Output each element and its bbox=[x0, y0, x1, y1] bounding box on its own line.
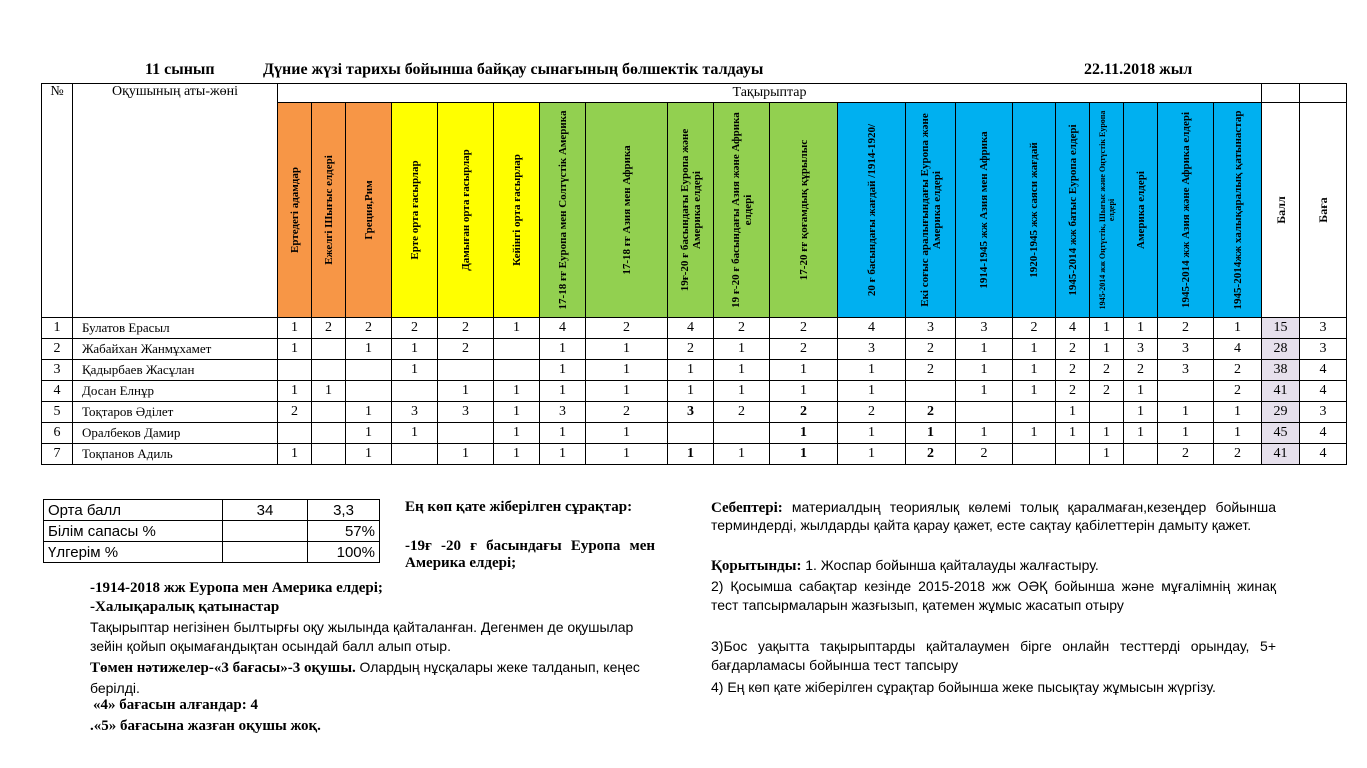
score-cell: 1 bbox=[770, 444, 838, 465]
score-cell: 1 bbox=[346, 423, 392, 444]
topic-header bbox=[438, 103, 494, 318]
topic-header bbox=[1013, 103, 1056, 318]
student-name: Оралбеков Дамир bbox=[73, 423, 278, 444]
score-cell: 3 bbox=[540, 402, 586, 423]
score-cell: 1 bbox=[1090, 339, 1124, 360]
total-score: 15 bbox=[1262, 318, 1300, 339]
score-cell: 1 bbox=[838, 381, 906, 402]
score-cell: 1 bbox=[956, 381, 1013, 402]
score-cell: 3 bbox=[1124, 339, 1158, 360]
table-row bbox=[42, 444, 1347, 465]
grade-header bbox=[1300, 103, 1347, 318]
stats-row bbox=[44, 542, 380, 563]
score-cell: 2 bbox=[770, 318, 838, 339]
blank-header-cell bbox=[1300, 84, 1347, 103]
score-cell: 1 bbox=[346, 444, 392, 465]
score-cell: 1 bbox=[586, 423, 668, 444]
score-cell: 1 bbox=[1090, 444, 1124, 465]
table-row bbox=[42, 423, 1347, 444]
topic-label: Ежелгі Шығыс елдері bbox=[322, 155, 335, 265]
mistake-item-1: -19ғ -20 ғ басындағы Еуропа мен Америка елдері; bbox=[405, 538, 655, 571]
score-cell: 1 bbox=[1013, 360, 1056, 381]
score-cell: 1 bbox=[714, 360, 770, 381]
score-cell: 4 bbox=[1056, 318, 1090, 339]
score-cell: 2 bbox=[1158, 444, 1214, 465]
score-cell: 2 bbox=[906, 444, 956, 465]
table-row bbox=[42, 318, 1347, 339]
score-cell: 1 bbox=[392, 360, 438, 381]
score-cell: 1 bbox=[1124, 402, 1158, 423]
score-cell: 4 bbox=[1214, 339, 1262, 360]
score-cell bbox=[714, 423, 770, 444]
row-number: 5 bbox=[42, 402, 73, 423]
score-cell: 3 bbox=[668, 402, 714, 423]
score-cell: 1 bbox=[346, 339, 392, 360]
score-cell: 1 bbox=[494, 318, 540, 339]
grade-cell: 3 bbox=[1300, 318, 1347, 339]
score-cell: 2 bbox=[1013, 318, 1056, 339]
score-cell: 2 bbox=[1214, 381, 1262, 402]
student-name: Қадырбаев Жасұлан bbox=[73, 360, 278, 381]
topic-header bbox=[1214, 103, 1262, 318]
stats-value: 3,3 bbox=[308, 500, 380, 521]
score-cell: 3 bbox=[906, 318, 956, 339]
score-cell bbox=[312, 444, 346, 465]
score-cell: 2 bbox=[714, 318, 770, 339]
column-name-header: Оқушының аты-жөні bbox=[73, 84, 278, 318]
score-cell: 2 bbox=[714, 402, 770, 423]
commentary-paragraph: Тақырыптар негізінен былтырғы оқу жылында қайталанған. Дегенмен де оқушылар зейін қойып оқымағандықтан осындай балл алып отыр. bbox=[90, 619, 634, 654]
reasons-label: Себептері: bbox=[711, 500, 783, 516]
score-cell: 4 bbox=[668, 318, 714, 339]
score-cell: 3 bbox=[1158, 360, 1214, 381]
score-cell: 2 bbox=[1214, 444, 1262, 465]
reasons-paragraph bbox=[711, 499, 1276, 535]
student-name: Тоқтаров Әділет bbox=[73, 402, 278, 423]
score-cell: 1 bbox=[278, 444, 312, 465]
column-number-header: № bbox=[42, 84, 73, 318]
score-cell: 4 bbox=[540, 318, 586, 339]
conclusion-line bbox=[711, 557, 1276, 575]
score-cell: 1 bbox=[586, 339, 668, 360]
row-number: 3 bbox=[42, 360, 73, 381]
table-row bbox=[42, 381, 1347, 402]
score-cell: 1 bbox=[494, 444, 540, 465]
score-cell: 1 bbox=[494, 423, 540, 444]
score-cell: 1 bbox=[1124, 318, 1158, 339]
score-cell bbox=[494, 339, 540, 360]
topic-header bbox=[494, 103, 540, 318]
topic-label: Ертедегі адамдар bbox=[288, 167, 301, 253]
score-cell bbox=[1158, 381, 1214, 402]
score-cell: 1 bbox=[668, 444, 714, 465]
score-cell: 2 bbox=[438, 318, 494, 339]
score-cell: 1 bbox=[1090, 423, 1124, 444]
row-number: 6 bbox=[42, 423, 73, 444]
stats-value: 34 bbox=[223, 500, 308, 521]
score-cell: 2 bbox=[1056, 360, 1090, 381]
topic-label: 19 ғ-20 ғ басындағы Азия және Африка елдері bbox=[729, 112, 754, 308]
topic-label: 1945-2014 жж Азия және Африка елдері bbox=[1179, 111, 1192, 309]
score-cell bbox=[312, 339, 346, 360]
stats-row bbox=[44, 500, 380, 521]
student-name: Булатов Ерасыл bbox=[73, 318, 278, 339]
score-cell: 2 bbox=[906, 360, 956, 381]
row-number: 1 bbox=[42, 318, 73, 339]
topic-header bbox=[714, 103, 770, 318]
total-score: 41 bbox=[1262, 444, 1300, 465]
mistake-item-2: -1914-2018 жж Еуропа мен Америка елдері; bbox=[90, 580, 383, 596]
score-cell bbox=[278, 360, 312, 381]
stats-value bbox=[223, 542, 308, 563]
score-cell bbox=[346, 381, 392, 402]
score-cell: 1 bbox=[714, 339, 770, 360]
topic-header bbox=[586, 103, 668, 318]
score-cell: 2 bbox=[438, 339, 494, 360]
score-cell: 1 bbox=[1090, 318, 1124, 339]
score-cell: 2 bbox=[278, 402, 312, 423]
score-cell bbox=[906, 381, 956, 402]
score-header bbox=[1262, 103, 1300, 318]
reasons-text: материалдың теориялық көлемі толық қаралмаған,кезеңдер бойынша терминдерді, жылдарды қайта қарау қажет, есте сақтау қабілеттерін дамыту қажет. bbox=[711, 499, 1276, 533]
topic-label: 1945-2014жж халықаралық қатынастар bbox=[1231, 110, 1244, 310]
score-cell bbox=[438, 360, 494, 381]
low-results-text: Олардың нұсқалары жеке талданып, кеңес берілді. bbox=[90, 659, 640, 696]
student-name: Тоқпанов Адиль bbox=[73, 444, 278, 465]
score-cell bbox=[1056, 444, 1090, 465]
score-cell: 1 bbox=[1056, 423, 1090, 444]
score-cell: 1 bbox=[838, 360, 906, 381]
blank-header-cell bbox=[1262, 84, 1300, 103]
score-cell: 4 bbox=[838, 318, 906, 339]
score-cell: 1 bbox=[1214, 423, 1262, 444]
score-cell: 1 bbox=[956, 360, 1013, 381]
score-cell: 1 bbox=[714, 444, 770, 465]
score-cell: 1 bbox=[392, 339, 438, 360]
score-cell: 1 bbox=[1013, 423, 1056, 444]
score-cell: 1 bbox=[494, 402, 540, 423]
score-cell: 2 bbox=[1214, 360, 1262, 381]
conclusion-item-1: 1. Жоспар бойынша қайталауды жалғастыру. bbox=[805, 557, 1099, 573]
grade-cell: 4 bbox=[1300, 360, 1347, 381]
score-cell bbox=[392, 444, 438, 465]
score-cell: 1 bbox=[668, 381, 714, 402]
topic-header bbox=[1158, 103, 1214, 318]
topic-label: 17-18 ғғ Еуропа мен Солтүстік Америка bbox=[556, 110, 569, 310]
conclusion-item-2: 2) Қосымша сабақтар кезінде 2015-2018 жж ОӘҚ бойынша және мұғалімнің жинақ тест тапсырмаларын жазғызып, қатемен жұмыс жасатып отыру bbox=[711, 578, 1276, 613]
stats-value bbox=[223, 521, 308, 542]
row-number: 2 bbox=[42, 339, 73, 360]
document-title: Дүние жүзі тарихы бойынша байқау сынағының бөлшектік талдауы bbox=[263, 61, 764, 78]
grade-cell: 3 bbox=[1300, 339, 1347, 360]
score-cell: 1 bbox=[1214, 318, 1262, 339]
stats-value: 57% bbox=[308, 521, 380, 542]
score-cell: 1 bbox=[956, 423, 1013, 444]
grade-five-line: .«5» бағасына жазған оқушы жоқ. bbox=[90, 718, 321, 734]
class-label: 11 сынып bbox=[145, 61, 215, 78]
topic-label: Ерте орта ғасырлар bbox=[408, 160, 421, 260]
topic-header bbox=[1090, 103, 1124, 318]
topic-header bbox=[278, 103, 312, 318]
topic-header bbox=[1056, 103, 1090, 318]
score-cell: 2 bbox=[1090, 360, 1124, 381]
score-cell: 1 bbox=[1158, 402, 1214, 423]
stats-row bbox=[44, 521, 380, 542]
student-name: Жабайхан Жанмұхамет bbox=[73, 339, 278, 360]
conclusion-item-3: 3)Бос уақытта тақырыптарды қайталаумен бірге онлайн тесттерді орындау, 5+ бағдарламасы бойынша тест тапсыру bbox=[711, 638, 1276, 673]
score-cell: 2 bbox=[668, 339, 714, 360]
student-name: Досан Елнұр bbox=[73, 381, 278, 402]
topic-header bbox=[668, 103, 714, 318]
total-score: 41 bbox=[1262, 381, 1300, 402]
analysis-table bbox=[41, 83, 1347, 465]
total-score: 29 bbox=[1262, 402, 1300, 423]
score-cell: 2 bbox=[906, 339, 956, 360]
score-cell: 2 bbox=[838, 402, 906, 423]
topic-header bbox=[956, 103, 1013, 318]
score-cell: 2 bbox=[1158, 318, 1214, 339]
topic-label: Америка елдері bbox=[1134, 171, 1147, 249]
score-cell: 1 bbox=[1013, 381, 1056, 402]
score-cell: 2 bbox=[1056, 339, 1090, 360]
score-cell: 1 bbox=[838, 444, 906, 465]
score-cell: 2 bbox=[1090, 381, 1124, 402]
score-cell: 1 bbox=[586, 381, 668, 402]
topic-label: 19ғ-20 ғ басындағы Еуропа және Америка елдері bbox=[678, 128, 703, 292]
score-cell: 3 bbox=[1158, 339, 1214, 360]
table-row bbox=[42, 339, 1347, 360]
header-label: Баға bbox=[1316, 197, 1330, 223]
score-cell: 2 bbox=[1124, 360, 1158, 381]
score-cell: 1 bbox=[770, 423, 838, 444]
score-cell: 2 bbox=[956, 444, 1013, 465]
stats-label: Білім сапасы % bbox=[44, 521, 223, 542]
score-cell: 1 bbox=[668, 360, 714, 381]
topic-header bbox=[906, 103, 956, 318]
score-cell: 1 bbox=[1056, 402, 1090, 423]
score-cell: 1 bbox=[278, 339, 312, 360]
score-cell bbox=[312, 402, 346, 423]
topic-label: 1945-2014 жж Оңтүстік, Шығыс және Оңтүстік Еуропа елдері bbox=[1097, 110, 1116, 310]
score-cell: 1 bbox=[540, 360, 586, 381]
grade-cell: 3 bbox=[1300, 402, 1347, 423]
score-cell: 1 bbox=[956, 339, 1013, 360]
score-cell: 2 bbox=[392, 318, 438, 339]
topic-label: 17-20 ғғ қоғамдық құрылыс bbox=[797, 139, 810, 281]
grade-cell: 4 bbox=[1300, 423, 1347, 444]
topic-header bbox=[770, 103, 838, 318]
mistake-item-3: -Халықаралық қатынастар bbox=[90, 599, 280, 615]
topic-header bbox=[1124, 103, 1158, 318]
score-cell: 1 bbox=[438, 444, 494, 465]
row-number: 7 bbox=[42, 444, 73, 465]
score-cell: 1 bbox=[312, 381, 346, 402]
score-cell bbox=[312, 360, 346, 381]
score-cell: 1 bbox=[1124, 423, 1158, 444]
score-cell: 1 bbox=[838, 423, 906, 444]
total-score: 45 bbox=[1262, 423, 1300, 444]
topic-label: 17-18 ғғ Азия мен Африка bbox=[620, 145, 633, 275]
score-cell: 2 bbox=[312, 318, 346, 339]
score-cell: 2 bbox=[586, 402, 668, 423]
score-cell bbox=[438, 423, 494, 444]
total-score: 38 bbox=[1262, 360, 1300, 381]
score-cell: 3 bbox=[956, 318, 1013, 339]
table-row bbox=[42, 402, 1347, 423]
score-cell: 1 bbox=[770, 360, 838, 381]
topic-header bbox=[346, 103, 392, 318]
score-cell bbox=[668, 423, 714, 444]
low-results-label: Төмен нәтижелер-«3 бағасы»-3 оқушы. bbox=[90, 660, 356, 676]
stats-label: Орта балл bbox=[44, 500, 223, 521]
score-cell bbox=[392, 381, 438, 402]
topic-header bbox=[838, 103, 906, 318]
summary-stats-table bbox=[43, 499, 380, 563]
column-topics-header: Тақырыптар bbox=[278, 84, 1262, 103]
score-cell: 1 bbox=[346, 402, 392, 423]
topic-label: Кейінгі орта ғасырлар bbox=[510, 154, 523, 266]
score-cell: 1 bbox=[586, 444, 668, 465]
score-cell: 1 bbox=[540, 423, 586, 444]
score-cell: 1 bbox=[438, 381, 494, 402]
topic-label: 1914-1945 жж Азия мен Африка bbox=[978, 131, 990, 289]
topic-label: 1945-2014 жж батыс Еуропа елдері bbox=[1066, 124, 1079, 296]
score-cell bbox=[1013, 444, 1056, 465]
score-cell: 1 bbox=[278, 381, 312, 402]
score-cell: 3 bbox=[392, 402, 438, 423]
score-cell: 1 bbox=[392, 423, 438, 444]
document-date: 22.11.2018 жыл bbox=[1084, 61, 1193, 78]
score-cell: 2 bbox=[770, 402, 838, 423]
topic-header bbox=[540, 103, 586, 318]
stats-value: 100% bbox=[308, 542, 380, 563]
topic-label: 1920-1945 жж саяси жағдай bbox=[1028, 142, 1040, 278]
topic-label: Дамыған орта ғасырлар bbox=[459, 149, 472, 271]
score-cell: 1 bbox=[540, 444, 586, 465]
score-cell: 1 bbox=[540, 381, 586, 402]
mistakes-heading: Ең көп қате жіберілген сұрақтар: bbox=[405, 499, 633, 515]
score-cell: 1 bbox=[1158, 423, 1214, 444]
low-results-paragraph bbox=[90, 657, 660, 699]
topic-label: Екі соғыс аралығындағы Еуропа және Америка елдері bbox=[918, 113, 943, 307]
score-cell: 3 bbox=[838, 339, 906, 360]
total-score: 28 bbox=[1262, 339, 1300, 360]
topic-header bbox=[312, 103, 346, 318]
header-label: Балл bbox=[1273, 196, 1288, 224]
score-cell: 1 bbox=[906, 423, 956, 444]
topic-header bbox=[392, 103, 438, 318]
score-cell: 2 bbox=[346, 318, 392, 339]
score-cell: 1 bbox=[494, 381, 540, 402]
score-cell bbox=[956, 402, 1013, 423]
conclusion-item-4: 4) Ең көп қате жіберілген сұрақтар бойынша жеке пысықтау жұмысын жүргізу. bbox=[711, 679, 1216, 695]
score-cell: 1 bbox=[1124, 381, 1158, 402]
score-cell: 1 bbox=[714, 381, 770, 402]
table-row bbox=[42, 360, 1347, 381]
score-cell: 1 bbox=[278, 318, 312, 339]
row-number: 4 bbox=[42, 381, 73, 402]
score-cell bbox=[1013, 402, 1056, 423]
score-cell: 1 bbox=[1013, 339, 1056, 360]
score-cell: 2 bbox=[586, 318, 668, 339]
score-cell: 2 bbox=[1056, 381, 1090, 402]
score-cell bbox=[1124, 444, 1158, 465]
grade-four-line: «4» бағасын алғандар: 4 bbox=[93, 697, 258, 713]
score-cell: 1 bbox=[586, 360, 668, 381]
stats-label: Үлгерім % bbox=[44, 542, 223, 563]
score-cell bbox=[312, 423, 346, 444]
score-cell: 3 bbox=[438, 402, 494, 423]
score-cell bbox=[1090, 402, 1124, 423]
topic-label: Греция,Рим bbox=[362, 180, 375, 240]
grade-cell: 4 bbox=[1300, 381, 1347, 402]
score-cell: 1 bbox=[540, 339, 586, 360]
score-cell: 1 bbox=[770, 381, 838, 402]
score-cell bbox=[494, 360, 540, 381]
score-cell: 1 bbox=[1214, 402, 1262, 423]
score-cell bbox=[346, 360, 392, 381]
grade-cell: 4 bbox=[1300, 444, 1347, 465]
topic-label: 20 ғ басындағы жағдай /1914-1920/ bbox=[865, 123, 878, 297]
conclusion-label: Қорытынды: bbox=[711, 558, 802, 574]
score-cell: 2 bbox=[906, 402, 956, 423]
score-cell bbox=[278, 423, 312, 444]
score-cell: 2 bbox=[770, 339, 838, 360]
